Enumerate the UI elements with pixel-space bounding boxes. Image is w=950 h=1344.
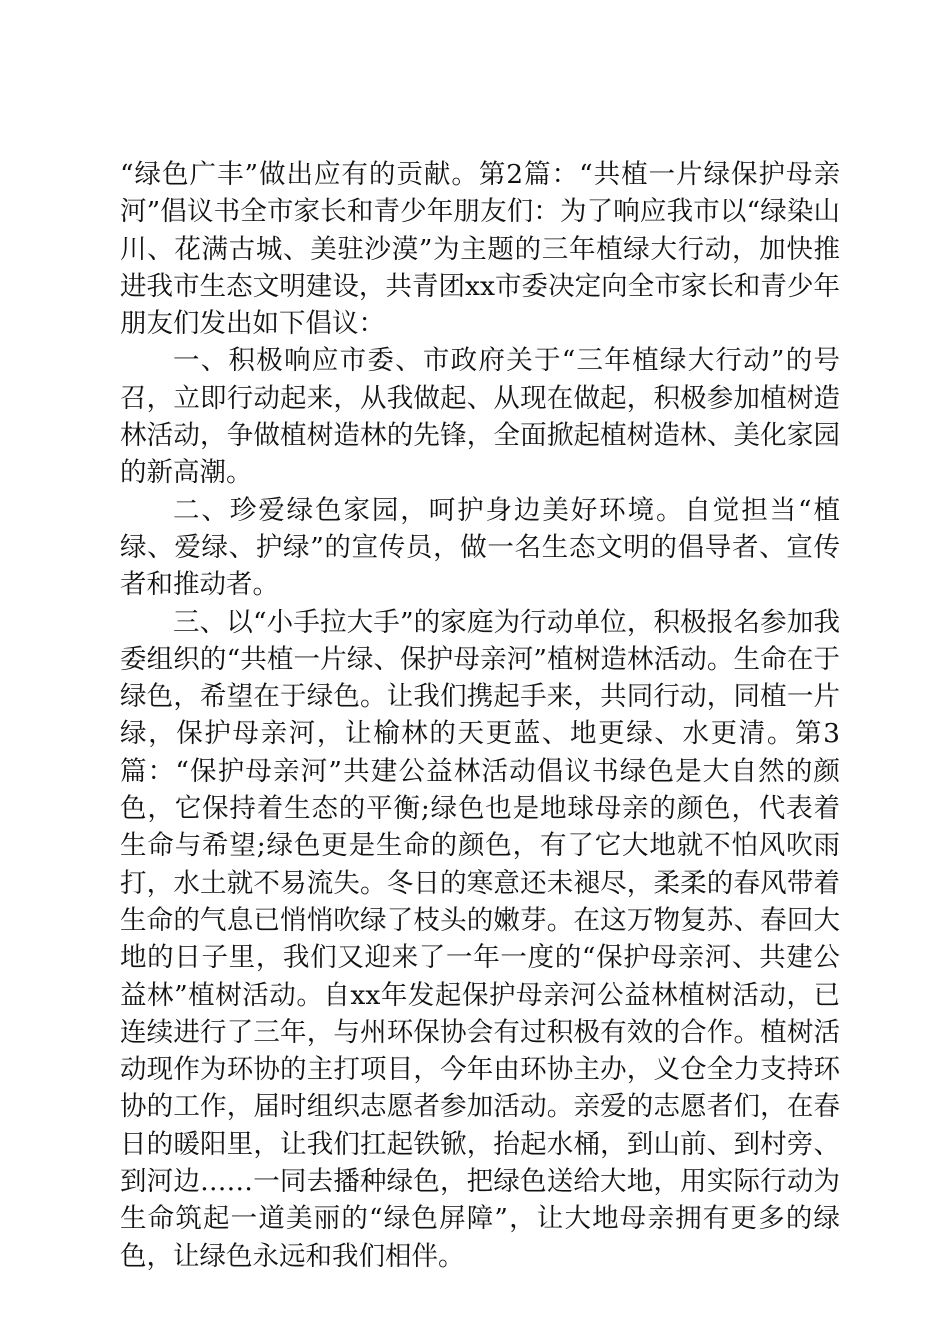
document-body — [120, 156, 840, 1275]
paragraph-intro: “绿色广丰”做出应有的贡献。第2篇：“共植一片绿保护母亲河”倡议书全市家长和青少年朋友们：为了响应我市以“绿染山川、花满古城、美驻沙漠”为主题的三年植绿大行动，加快推进我市生态文明建设，共青团xx市委决定向全市家长和青少年朋友们发出如下倡议： — [120, 159, 840, 340]
paragraph-item-2: 二、珍爱绿色家园，呵护身边美好环境。自觉担当“植绿、爱绿、护绿”的宣传员，做一名生态文明的倡导者、宣传者和推动者。 — [120, 494, 840, 601]
paragraph-item-3: 三、以“小手拉大手”的家庭为行动单位，积极报名参加我委组织的“共植一片绿、保护母亲河”植树造林活动。生命在于绿色，希望在于绿色。让我们携起手来，共同行动，同植一片绿，保护母亲河，让榆林的天更蓝、地更绿、水更清。第3篇：“保护母亲河”共建公益林活动倡议书绿色是大自然的颜色，它保持着生态的平衡;绿色也是地球母亲的颜色，代表着生命与希望;绿色更是生命的颜色，有了它大地就不怕风吹雨打，水土就不易流失。冬日的寒意还未褪尽，柔柔的春风带着生命的气息已悄悄吹绿了枝头的嫩芽。在这万物复苏、春回大地的日子里，我们又迎来了一年一度的“保护母亲河、共建公益林”植树活动。自xx年发起保护母亲河公益林植树活动，已连续进行了三年，与州环保协会有过积极有效的合作。植树活动现作为环协的主打项目，今年由环协主办，义仓全力支持环协的工作，届时组织志愿者参加活动。亲爱的志愿者们，在春日的暖阳里，让我们扛起铁锨，抬起水桶，到山前、到村旁、到河边……一同去播种绿色，把绿色送给大地，用实际行动为生命筑起一道美丽的“绿色屏障”，让大地母亲拥有更多的绿色，让绿色永远和我们相伴。 — [120, 606, 840, 1272]
paragraph-item-1: 一、积极响应市委、市政府关于“三年植绿大行动”的号召，立即行动起来，从我做起、从现在做起，积极参加植树造林活动，争做植树造林的先锋，全面掀起植树造林、美化家园的新高潮。 — [120, 345, 840, 489]
